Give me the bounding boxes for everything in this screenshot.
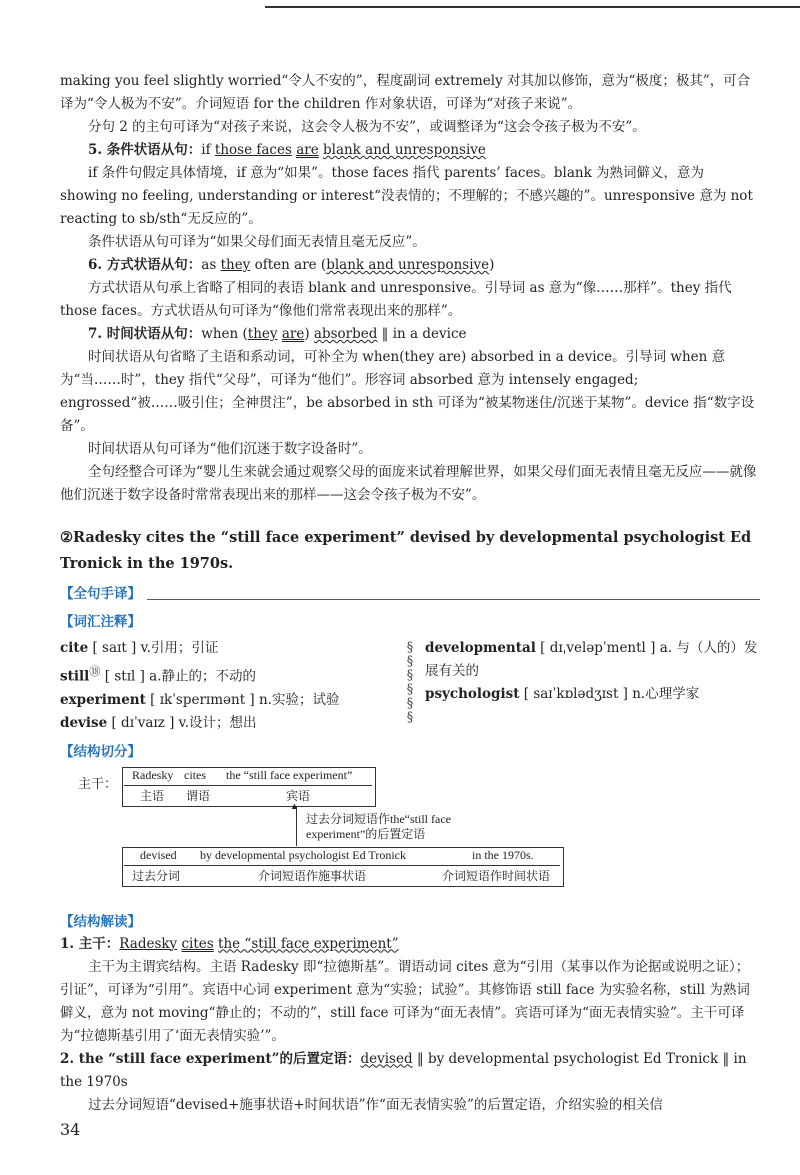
tag-translation: 【全句手译】 [60,583,760,605]
paragraph: 主干为主谓宾结构。主语 Radesky 即“拉德斯基”。谓语动词 cites 意为“引用（某事以作为论据或说明之证）；引证”，可译为“引用”。宾语中心词 experiment 意为“实验；试验”。其修饰语 still face 为实验名称，still 为熟词僻义，意为 not moving“静止的；不动的”，still face 可译为“面无表情”。宾语可译为“面无表情实验”。主干可译为“拉德斯基引用了‘面无表情实验’”。 [60,958,750,1044]
connector-line [296,806,297,846]
paragraph: 全句经整合可译为“婴儿生来就会通过观察父母的面庞来试着理解世界，如果父母们面无表情且毫无反应——就像他们沉迷于数字设备时常常表现出来的那样——这会令孩子极为不安”。 [60,464,757,503]
analysis-heading-2: 2. the “still face experiment”的后置定语：devised ‖ by developmental psychologist Ed Tronick ‖ in the 1970s [60,1050,747,1090]
modifier-note: 过去分词短语作the“still face [306,811,451,826]
sentence-title: ②Radesky cites the “still face experiment” devised by developmental psychologist Ed Tronick in the 1970s. [60,529,752,572]
page-content [60,70,760,1117]
frequency-mark: ⑱ [89,665,101,678]
paragraph: 分句 2 的主句可译为“对孩子来说，这会令人极为不安”，或调整译为“这会令孩子极为不安”。 [88,119,646,135]
paragraph: making you feel slightly worried“令人不安的”，程度副词 extremely 对其加以修饰，意为“极度；极其”，可合译为“令人极为不安”。介词短语 for the children 作对象状语，可译为“对孩子来说”。 [60,73,751,112]
header-rule [265,6,800,8]
divider-line [124,865,560,866]
vocab-item: experiment [ ɪkˈsperɪmənt ] n.实验；试验 [60,691,340,708]
participle-label: 过去分词 [132,868,181,883]
divider-line [124,785,372,786]
verb-word: cites [184,767,206,782]
tag-vocab: 【词汇注释】 [60,614,141,630]
vocab-item: psychologist [ saɪˈkɒlədʒɪst ] n.心理学家 [425,686,700,702]
paragraph: 方式状语从句承上省略了相同的表语 blank and unresponsive。引导词 as 意为“像……那样”。they 指代 those faces。方式状语从句可译为“像他们常常表现出来的那样”。 [60,280,732,319]
paragraph: if 条件句假定具体情境，if 意为“如果”。those faces 指代 parents’ faces。blank 为熟词僻义，意为 showing no feeling, understanding or interest“没表情的；不理解的；不感兴趣的”。unresponsive 意为 not reacting to sb/sth“无反应的”。 [60,165,753,227]
time-phrase: in the 1970s. [472,847,534,862]
structure-diagram [60,765,760,905]
main-label: 主干： [78,775,118,791]
object-label: 宾语 [286,788,311,803]
vocab-item: devise [ dɪˈvaɪz ] v.设计；想出 [60,714,257,731]
verb-label: 谓语 [186,788,211,803]
vocab-divider: § § § § § § [406,640,414,725]
subject-label: 主语 [140,788,165,803]
agent-phrase: by developmental psychologist Ed Tronick [200,847,406,862]
tag-split: 【结构切分】 [60,743,141,760]
paragraph: 时间状语从句可译为“他们沉迷于数字设备时”。 [88,441,372,457]
vocab-list [60,637,760,735]
vocab-right-column [425,637,760,735]
agent-label: 介词短语作施事状语 [258,868,367,883]
time-label: 介词短语作时间状语 [442,868,551,883]
section-heading-5: 5. 条件状语从句：if those faces are blank and unresponsive [88,142,486,158]
participle-word: devised [140,847,177,862]
vocab-item: cite [ saɪt ] v.引用；引证 [60,640,219,656]
modifier-note: experiment”的后置定语 [306,826,426,841]
answer-line [147,589,760,600]
vocab-item: developmental [ dɪˌveləpˈmentl ] a. 与（人的）发展有关的 [425,640,758,679]
vocab-item: still⑱ [ stɪl ] a.静止的；不动的 [60,665,257,685]
vocab-left-column [60,637,395,735]
paragraph: 过去分词短语“devised+施事状语+时间状语”作“面无表情实验”的后置定语，介绍实验的相关信 [88,1096,663,1113]
page-number: 34 [60,1120,81,1139]
paragraph: 条件状语从句可译为“如果父母们面无表情且毫无反应”。 [88,234,426,250]
arrow-up-icon: ▲ [290,800,299,811]
object-word: the “still face experiment” [226,767,353,782]
subject-word: Radesky [132,767,174,782]
paragraph: 时间状语从句省略了主语和系动词，可补全为 when(they are) absorbed in a device。引导词 when 意为“当……时”，they 指代“父母”，可译为“他们”。形容词 absorbed 意为 intensely engaged; engrossed“被……吸引住；全神贯注”，be absorbed in sth 可译为“被某物迷住/沉迷于某物”。device 指“数字设备”。 [60,349,755,434]
section-heading-6: 6. 方式状语从句：as they often are (blank and unresponsive) [88,257,495,273]
analysis-heading-1: 1. 主干：Radesky cites the “still face experiment” [60,935,399,952]
section-heading-7: 7. 时间状语从句：when (they are) absorbed ‖ in a device [88,326,467,342]
tag-analysis: 【结构解读】 [60,913,141,930]
